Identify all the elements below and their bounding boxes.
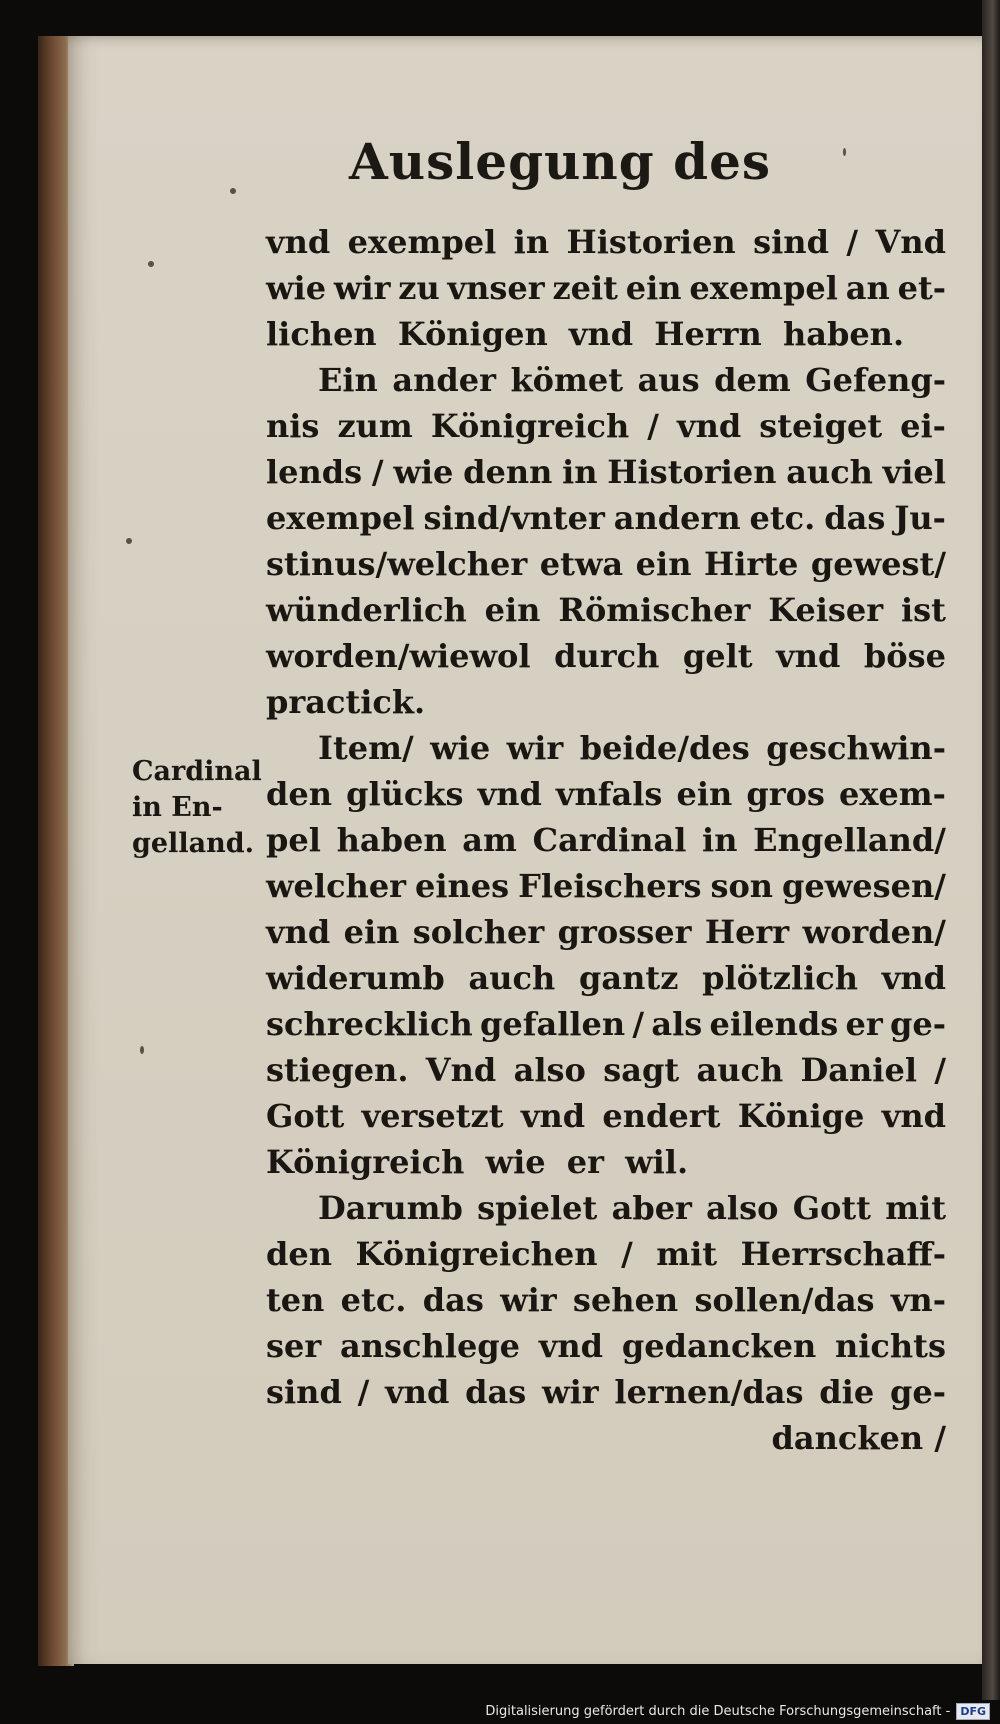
digitization-credit xyxy=(485,1703,990,1720)
marginal-note-line: gelland. xyxy=(132,828,254,859)
text-line: ten etc. das wir sehen sollen/das vn- xyxy=(266,1281,946,1319)
text-line: stiegen. Vnd also sagt auch Daniel / xyxy=(266,1051,946,1089)
text-line: stinus/welcher etwa ein Hirte gewest/ xyxy=(266,545,946,583)
paper-speck xyxy=(230,188,236,194)
text-line: worden/wiewol durch gelt vnd böse xyxy=(266,637,946,675)
marginal-note xyxy=(132,754,262,862)
text-line: lends / wie denn in Historien auch viel xyxy=(266,453,946,491)
body-text xyxy=(266,219,946,1461)
text-line: widerumb auch gantz plötzlich vnd xyxy=(266,959,946,997)
text-line: den glücks vnd vnfals ein gros exem- xyxy=(266,775,946,813)
text-line: welcher eines Fleischers son gewesen/ xyxy=(266,867,946,905)
text-line: Gott versetzt vnd endert Könige vnd xyxy=(266,1097,946,1135)
text-line: sind / vnd das wir lernen/das die ge- xyxy=(266,1373,946,1411)
book-fore-edge xyxy=(982,0,1000,1700)
paper-speck xyxy=(843,148,846,156)
dfg-logo-icon: DFG xyxy=(956,1703,990,1720)
paper-speck xyxy=(140,1046,144,1054)
text-line: Ein ander kömet aus dem Gefeng- xyxy=(318,361,946,399)
credit-text: Digitalisierung gefördert durch die Deutsche Forschungsgemeinschaft - xyxy=(485,1704,951,1719)
running-title: Auslegung des xyxy=(348,132,772,191)
text-line: schrecklich gefallen / als eilends er ge- xyxy=(266,1005,946,1043)
book-page xyxy=(68,36,982,1664)
marginal-note-line: Cardinal xyxy=(132,756,262,787)
text-line: practick. xyxy=(266,683,426,721)
text-line: Königreich wie er wil. xyxy=(266,1143,689,1181)
text-line: ser anschlege vnd gedancken nichts xyxy=(266,1327,946,1365)
text-line: vnd ein solcher grosser Herr worden/ xyxy=(266,913,946,951)
text-line: pel haben am Cardinal in Engelland/ xyxy=(266,821,946,859)
text-line: vnd exempel in Historien sind / Vnd xyxy=(266,223,946,261)
text-line: den Königreichen / mit Herrschaff- xyxy=(266,1235,946,1273)
text-line: Darumb spielet aber also Gott mit xyxy=(318,1189,946,1227)
marginal-note-line: in En- xyxy=(132,792,223,823)
paper-speck xyxy=(148,261,154,267)
text-line: Item/ wie wir beide/des geschwin- xyxy=(318,729,946,767)
text-line: wie wir zu vnser zeit ein exempel an et- xyxy=(266,269,946,307)
text-line: nis zum Königreich / vnd steiget ei- xyxy=(266,407,946,445)
text-line: lichen Königen vnd Herrn haben. xyxy=(266,315,905,353)
text-line: wünderlich ein Römischer Keiser ist xyxy=(266,591,946,629)
paper-speck xyxy=(126,538,132,544)
text-line: exempel sind/vnter andern etc. das Ju- xyxy=(266,499,946,537)
catchword: dancken / xyxy=(771,1419,946,1457)
